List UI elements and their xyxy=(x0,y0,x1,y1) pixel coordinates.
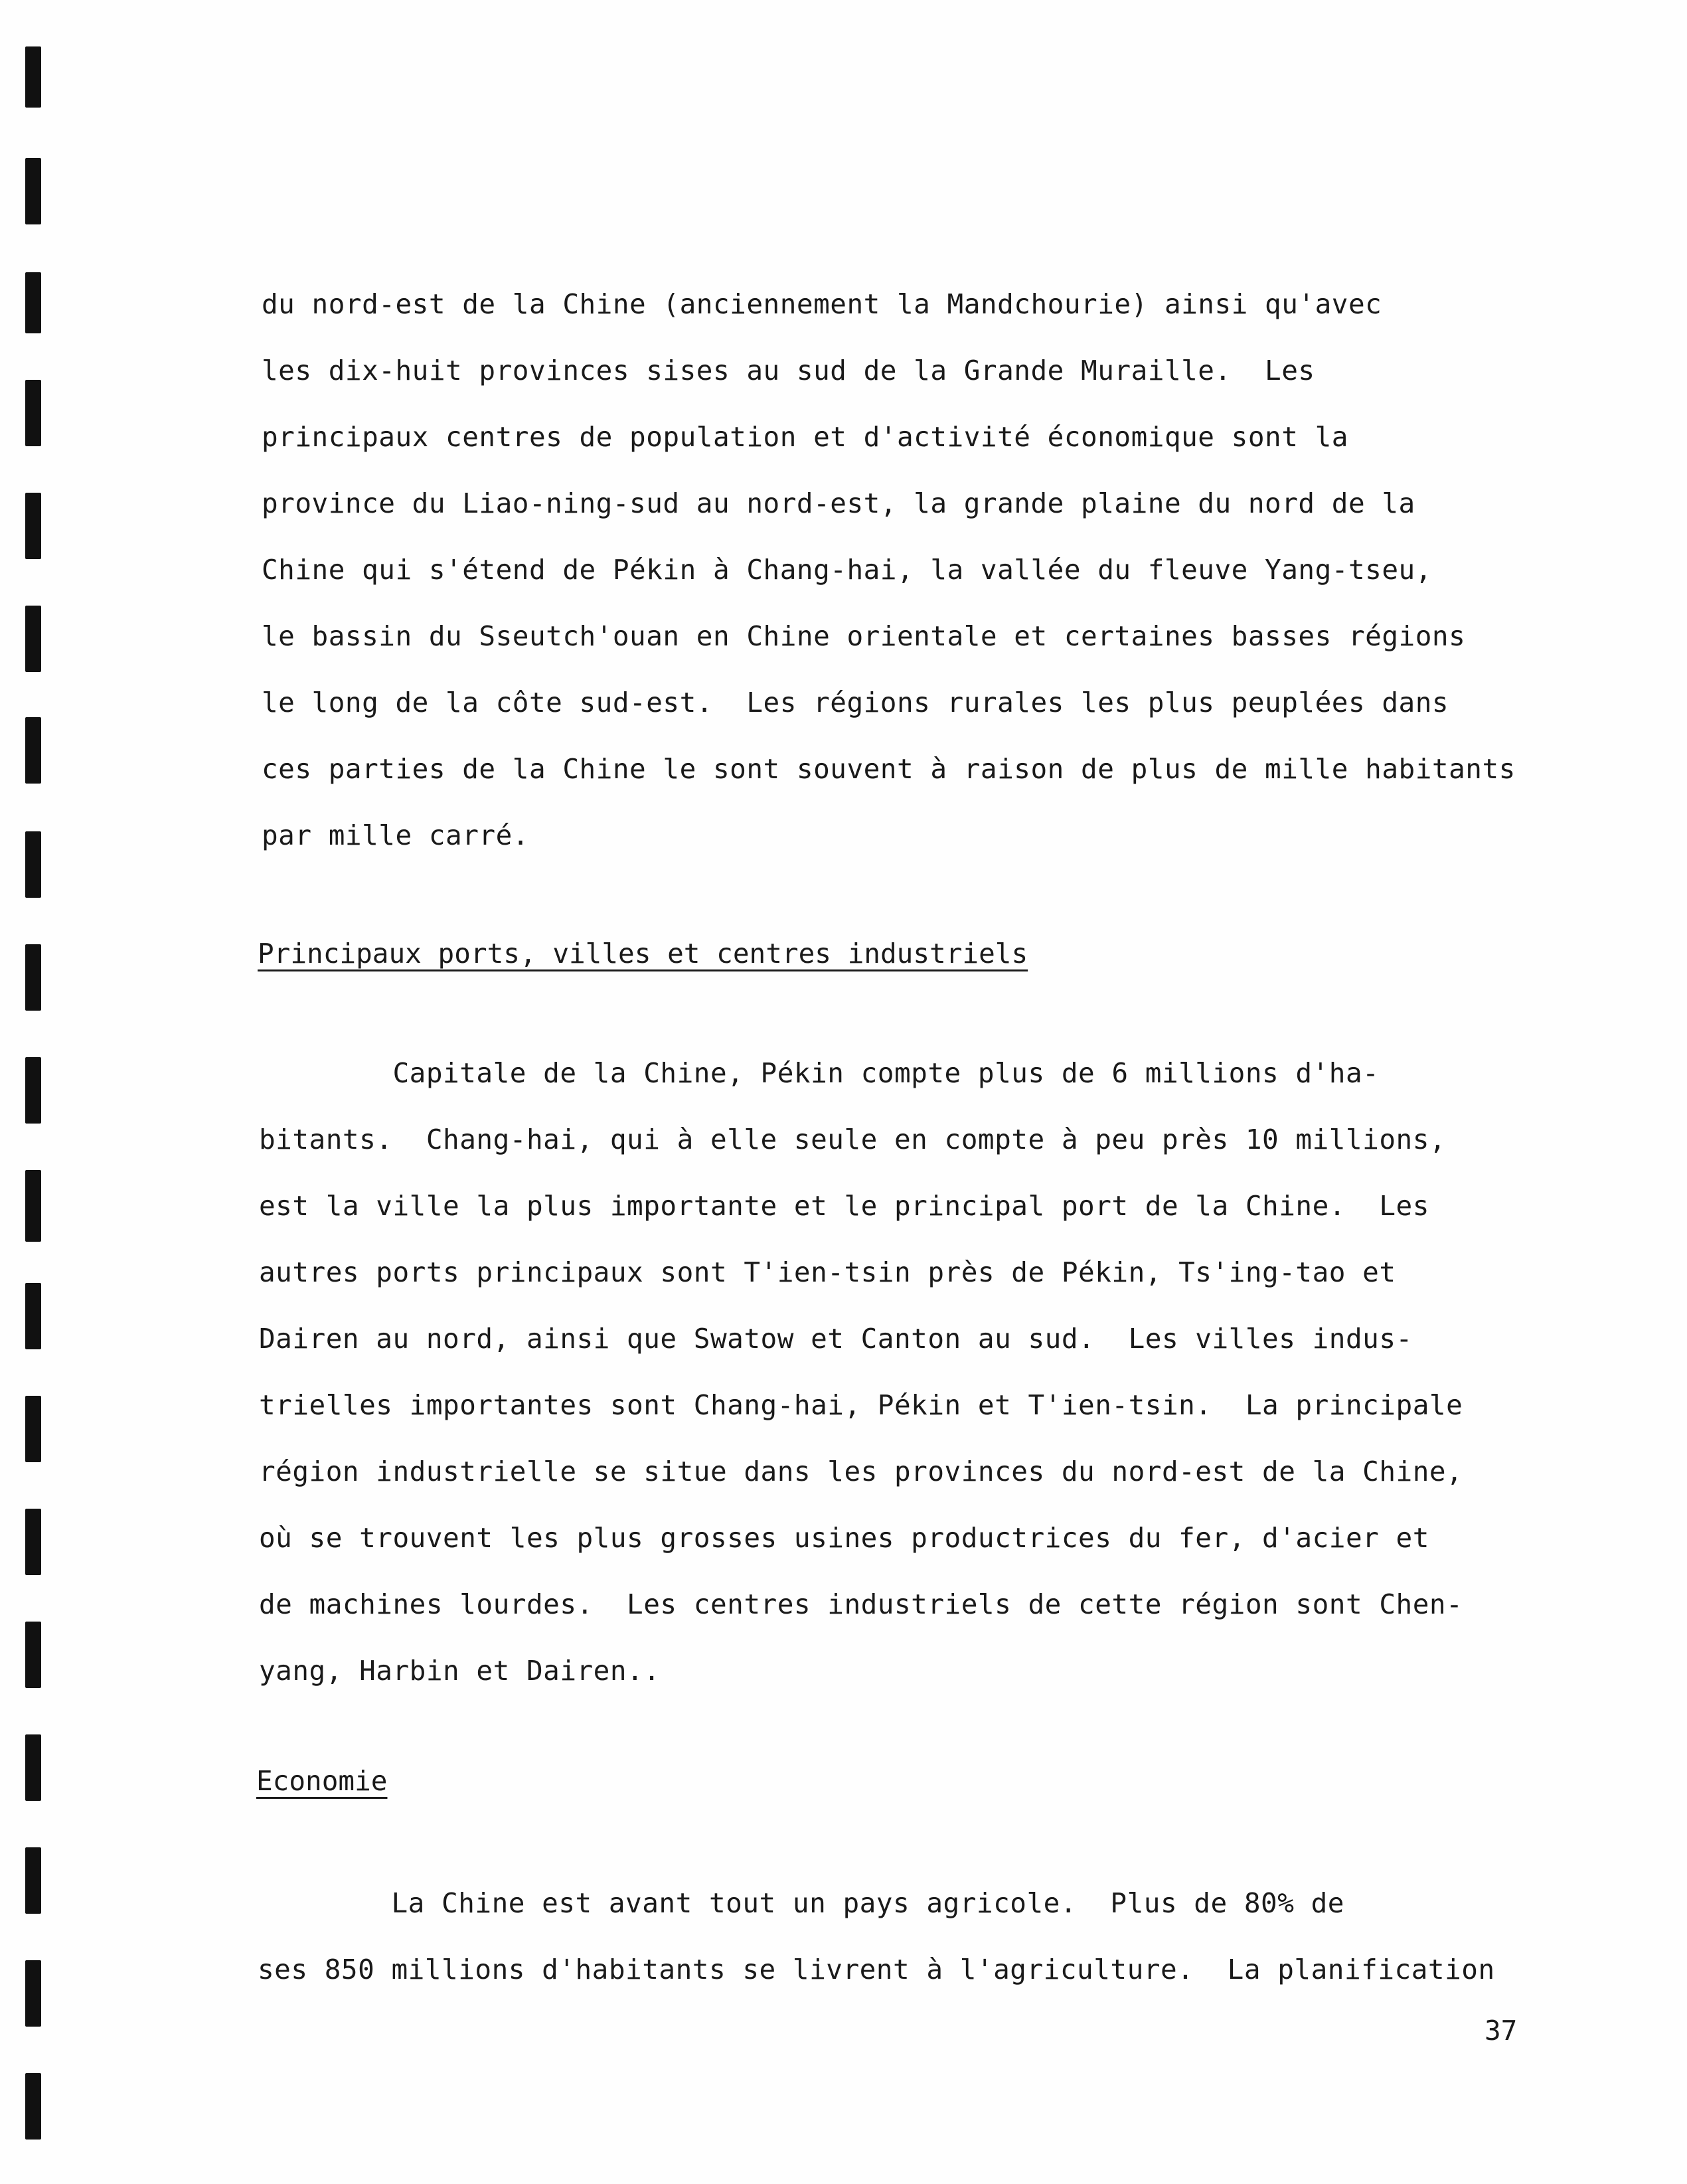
binder-mark xyxy=(25,1960,41,2027)
binder-mark xyxy=(25,717,41,784)
text-line: ces parties de la Chine le sont souvent à raison de plus de mille habitants xyxy=(262,753,1516,785)
text-line: du nord-est de la Chine (anciennement la Mandchourie) ainsi qu'avec xyxy=(262,288,1382,320)
text-line: par mille carré. xyxy=(262,819,529,851)
binder-mark xyxy=(25,1734,41,1801)
binder-mark xyxy=(25,944,41,1011)
binder-mark xyxy=(25,1283,41,1349)
binder-mark xyxy=(25,272,41,333)
text-line: yang, Harbin et Dairen.. xyxy=(259,1655,661,1687)
text-line: région industrielle se situe dans les provinces du nord-est de la Chine, xyxy=(259,1456,1463,1487)
text-line: trielles importantes sont Chang-hai, Pékin et T'ien-tsin. La principale xyxy=(259,1389,1463,1421)
binder-mark xyxy=(25,46,41,108)
text-line: province du Liao-ning-sud au nord-est, la grande plaine du nord de la xyxy=(262,487,1415,519)
text-line: le bassin du Sseutch'ouan en Chine orientale et certaines basses régions xyxy=(262,620,1466,652)
binder-mark xyxy=(25,1509,41,1575)
text-line: Capitale de la Chine, Pékin compte plus de 6 millions d'ha- xyxy=(259,1057,1380,1089)
binder-mark xyxy=(25,606,41,672)
text-line: Dairen au nord, ainsi que Swatow et Canton au sud. Les villes indus- xyxy=(259,1323,1413,1355)
section-heading-economie: Economie xyxy=(256,1765,388,1797)
binder-mark xyxy=(25,1057,41,1124)
page-number: 37 xyxy=(1485,2015,1518,2047)
text-line: où se trouvent les plus grosses usines productrices du fer, d'acier et xyxy=(259,1522,1429,1554)
binder-mark xyxy=(25,493,41,559)
text-line: le long de la côte sud-est. Les régions rurales les plus peuplées dans xyxy=(262,687,1449,718)
text-line: Chine qui s'étend de Pékin à Chang-hai, la vallée du fleuve Yang-tseu, xyxy=(262,554,1432,586)
binder-mark xyxy=(25,1847,41,1914)
text-line: est la ville la plus importante et le principal port de la Chine. Les xyxy=(259,1190,1429,1222)
text-line: ses 850 millions d'habitants se livrent à l'agriculture. La planification xyxy=(258,1954,1495,1985)
text-line: de machines lourdes. Les centres industriels de cette région sont Chen- xyxy=(259,1588,1463,1620)
binder-mark xyxy=(25,1396,41,1462)
binder-mark xyxy=(25,1170,41,1242)
text-line: La Chine est avant tout un pays agricole. Plus de 80% de xyxy=(258,1887,1344,1919)
binder-mark xyxy=(25,1622,41,1688)
text-line: bitants. Chang-hai, qui à elle seule en compte à peu près 10 millions, xyxy=(259,1124,1447,1155)
text-line: les dix-huit provinces sises au sud de la Grande Muraille. Les xyxy=(262,355,1315,386)
binder-mark xyxy=(25,2073,41,2140)
text-line: principaux centres de population et d'activité économique sont la xyxy=(262,421,1348,453)
section-heading-ports: Principaux ports, villes et centres industriels xyxy=(258,938,1028,969)
text-line: autres ports principaux sont T'ien-tsin près de Pékin, Ts'ing-tao et xyxy=(259,1256,1396,1288)
binder-mark xyxy=(25,831,41,898)
binder-mark xyxy=(25,158,41,224)
binder-mark xyxy=(25,380,41,446)
